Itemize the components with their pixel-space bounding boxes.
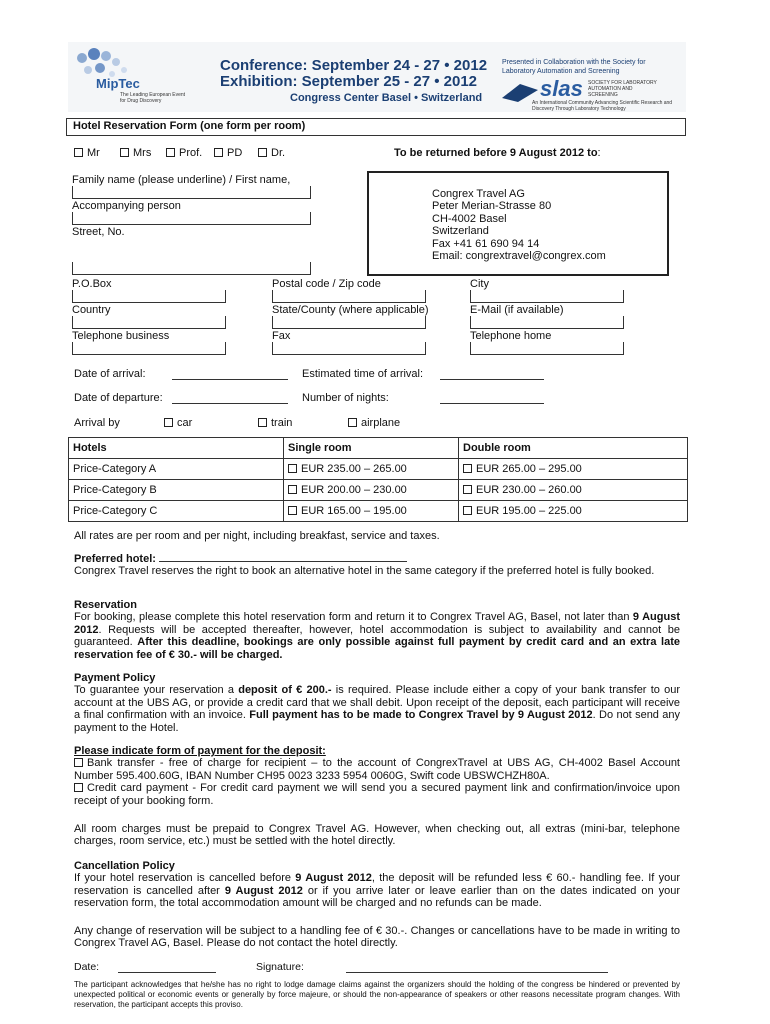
conference-dates: Conference: September 24 - 27 • 2012 Exhibition: September 25 - 27 • 2012 xyxy=(220,57,488,90)
single-option[interactable]: EUR 200.00 – 230.00 xyxy=(284,480,459,501)
slas-logo-text: slas xyxy=(540,76,583,101)
nights-label: Number of nights: xyxy=(302,392,389,404)
deposit-section: Please indicate form of payment for the deposit: Bank transfer - free of charge for recipient – to the account of CongrexTravel at UBS AG, CH-4002 Basel Account Number 595.400.60G, IBAN Number CH95 0023 3233 5954 0060G, Swift code UBSWCHZH80A. Credit card payment - For credit card payment we will send you a secured payment link and confirmation/invoice upon receipt of your booking form. xyxy=(74,745,680,807)
arrival-date-input[interactable] xyxy=(172,378,288,380)
fax-input[interactable] xyxy=(272,342,426,355)
checkbox-icon xyxy=(288,485,297,494)
departure-date-label: Date of departure: xyxy=(74,392,163,404)
single-option[interactable]: EUR 165.00 – 195.00 xyxy=(284,501,459,522)
postal-label: Postal code / Zip code xyxy=(272,278,381,290)
category-cell: Price-Category C xyxy=(69,501,284,522)
tel-home-input[interactable] xyxy=(470,342,624,355)
family-name-input[interactable] xyxy=(72,186,311,199)
header-double: Double room xyxy=(459,438,688,459)
slas-side-text: SOCIETY FOR LABORATORY AUTOMATION AND SCREENING xyxy=(588,80,657,98)
city-label: City xyxy=(470,278,489,290)
return-address: Congrex Travel AG Peter Merian-Strasse 80 CH-4002 Basel Switzerland Fax +41 61 690 94 14 Email: congrextravel@congrex.com xyxy=(432,188,606,263)
checkbox-icon xyxy=(74,758,83,767)
form-title-box: Hotel Reservation Form (one form per room) xyxy=(66,118,686,136)
tel-home-label: Telephone home xyxy=(470,330,552,342)
salutation-mr[interactable]: Mr xyxy=(74,147,100,159)
checkbox-icon xyxy=(164,418,173,427)
country-label: Country xyxy=(72,304,111,316)
checkbox-icon xyxy=(463,485,472,494)
checkbox-icon xyxy=(463,464,472,473)
rates-note: All rates are per room and per night, including breakfast, service and taxes. xyxy=(74,530,440,542)
table-row xyxy=(69,501,688,522)
city-input[interactable] xyxy=(470,290,624,303)
single-option[interactable]: EUR 235.00 – 265.00 xyxy=(284,459,459,480)
email-label: E-Mail (if available) xyxy=(470,304,564,316)
tel-business-input[interactable] xyxy=(72,342,226,355)
checkbox-icon xyxy=(288,464,297,473)
family-name-label: Family name (please underline) / First name, xyxy=(72,174,291,186)
salutation-prof[interactable]: Prof. xyxy=(166,147,202,159)
change-note: Any change of reservation will be subject to a handling fee of € 30.-. Changes or cancellations have to be made in writing to Congrex Travel AG, Basel. Please do not contact the hotel directly. xyxy=(74,925,680,950)
email-input[interactable] xyxy=(470,316,624,329)
checkbox-icon xyxy=(258,148,267,157)
transport-car[interactable]: car xyxy=(164,417,192,429)
room-charges-note: All room charges must be prepaid to Congrex Travel AG. However, when checking out, all extras (mini-bar, telephone charges, room service, etc.) must be settled with the hotel directly. xyxy=(74,823,680,848)
presented-note: Presented in Collaboration with the Society for Laboratory Automation and Screening xyxy=(502,59,646,75)
checkbox-icon xyxy=(120,148,129,157)
category-cell: Price-Category B xyxy=(69,480,284,501)
departure-date-input[interactable] xyxy=(172,402,288,404)
checkbox-icon xyxy=(348,418,357,427)
hotel-rates-table xyxy=(68,437,688,522)
transport-airplane[interactable]: airplane xyxy=(348,417,400,429)
tel-business-label: Telephone business xyxy=(72,330,170,342)
arrival-date-label: Date of arrival: xyxy=(74,368,146,380)
double-option[interactable]: EUR 230.00 – 260.00 xyxy=(459,480,688,501)
nights-input[interactable] xyxy=(440,402,544,404)
signature-input[interactable] xyxy=(346,971,608,973)
miptec-logo-text: MipTec xyxy=(96,76,140,91)
return-note: To be returned before 9 August 2012 to: xyxy=(394,147,601,159)
preferred-hotel-input[interactable] xyxy=(159,552,407,562)
bank-transfer-option[interactable]: Bank transfer - free of charge for recipient – to the account of CongrexTravel at UBS AG, CH-4002 Basel Account Number 595.400.60G, IBAN Number CH95 0023 3233 5954 0060G, Swift code UBSWCHZH80A. xyxy=(74,757,680,782)
disclaimer: The participant acknowledges that he/she has no right to lodge damage claims against the organizers should the holding of the congress be hindered or prevented by unexpected political or economic events or generally by force majeure, or should the non-appearance of speakers or other reasons necessitate program changes. With reservation, the participant accepts this proviso. xyxy=(74,980,680,1009)
miptec-tagline: The Leading European Event for Drug Discovery xyxy=(120,92,186,104)
arrival-by-label: Arrival by xyxy=(74,417,120,429)
table-header-row xyxy=(69,438,688,459)
credit-card-option[interactable]: Credit card payment - For credit card payment we will send you a secured payment link and confirmation/invoice upon receipt of your booking form. xyxy=(74,782,680,807)
salutation-dr[interactable]: Dr. xyxy=(258,147,285,159)
date-input[interactable] xyxy=(118,971,216,973)
reservation-section: Reservation For booking, please complete this hotel reservation form and return it to Congrex Travel AG, Basel, not later than 9 August 2012. Requests will be accepted thereafter, however, hotel accommodation is subject to availability and cannot be guaranteed. After this deadline, bookings are only possible against full payment by credit card and an extra late reservation fee of € 30.- will be charged. xyxy=(74,599,680,661)
venue: Congress Center Basel • Switzerland xyxy=(290,92,483,104)
salutation-pd[interactable]: PD xyxy=(214,147,242,159)
header-single: Single room xyxy=(284,438,459,459)
transport-train[interactable]: train xyxy=(258,417,292,429)
country-input[interactable] xyxy=(72,316,226,329)
double-option[interactable]: EUR 195.00 – 225.00 xyxy=(459,501,688,522)
state-label: State/County (where applicable) xyxy=(272,304,429,316)
preferred-hotel-section: Preferred hotel: Congrex Travel reserves the right to book an alternative hotel in the same category if the preferred hotel is fully booked. xyxy=(74,553,655,578)
arrival-time-label: Estimated time of arrival: xyxy=(302,368,424,380)
signature-label: Signature: xyxy=(256,961,304,973)
checkbox-icon xyxy=(258,418,267,427)
table-row xyxy=(69,480,688,501)
street-input[interactable] xyxy=(72,262,311,275)
checkbox-icon xyxy=(214,148,223,157)
payment-section: Payment Policy To guarantee your reservation a deposit of € 200.- is required. Please include either a copy of your bank transfer to our account at the UBS AG, or provide a credit card that we shall debit. Upon receipt of the deposit, each participant will receive a final confirmation with an invoice. Full payment has to be made to Congrex Travel by 9 August 2012. Do not send any payment to the Hotel. xyxy=(74,672,680,734)
pobox-label: P.O.Box xyxy=(72,278,112,290)
double-option[interactable]: EUR 265.00 – 295.00 xyxy=(459,459,688,480)
state-input[interactable] xyxy=(272,316,426,329)
salutation-mrs[interactable]: Mrs xyxy=(120,147,151,159)
checkbox-icon xyxy=(74,783,83,792)
cancellation-section: Cancellation Policy If your hotel reservation is cancelled before 9 August 2012, the deposit will be refunded less € 60.- handling fee. If your reservation is cancelled after 9 August 2012 or if you arrive later or leave earlier than on the dates indicated on your reservation form, the total accommodation amount will be charged and no refunds can be made. xyxy=(74,860,681,910)
fax-label: Fax xyxy=(272,330,291,342)
category-cell: Price-Category A xyxy=(69,459,284,480)
slas-tagline: An International Community Advancing Scientific Research and Discovery Through Laboratory Technology xyxy=(532,100,673,112)
accompanying-label: Accompanying person xyxy=(72,200,181,212)
header-hotels: Hotels xyxy=(69,438,284,459)
checkbox-icon xyxy=(463,506,472,515)
accompanying-input[interactable] xyxy=(72,212,311,225)
pobox-input[interactable] xyxy=(72,290,226,303)
table-row xyxy=(69,459,688,480)
checkbox-icon xyxy=(288,506,297,515)
postal-input[interactable] xyxy=(272,290,426,303)
checkbox-icon xyxy=(74,148,83,157)
street-label: Street, No. xyxy=(72,226,125,238)
arrival-time-input[interactable] xyxy=(440,378,544,380)
checkbox-icon xyxy=(166,148,175,157)
date-label: Date: xyxy=(74,961,100,973)
